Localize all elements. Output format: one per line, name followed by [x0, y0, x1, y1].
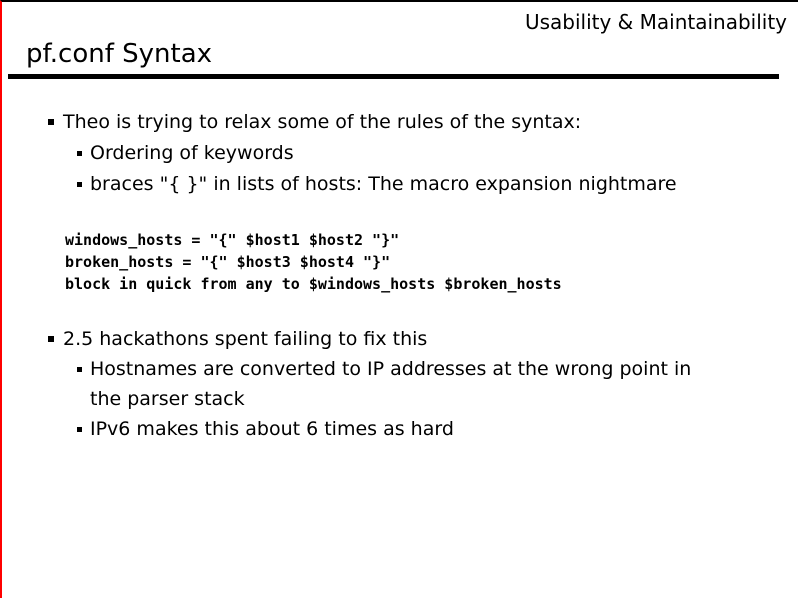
bullet-list-bottom — [2, 324, 798, 444]
list-item-text-line: the parser stack — [90, 388, 245, 410]
list-item — [2, 324, 798, 354]
bullet-square-icon — [48, 119, 54, 125]
list-item — [2, 354, 798, 414]
bullet-square-icon — [77, 182, 82, 187]
bullet-square-icon — [48, 336, 54, 342]
bullet-square-icon — [77, 151, 82, 156]
bullet-square-icon — [77, 367, 82, 372]
title-underline-rule — [8, 74, 779, 79]
list-item-text: Theo is trying to relax some of the rules of the syntax: — [63, 111, 582, 133]
list-item — [2, 107, 798, 138]
list-item — [2, 414, 798, 444]
list-item — [2, 169, 798, 200]
code-line: windows_hosts = "{" $host1 $host2 "}" — [65, 231, 400, 249]
list-item-text: 2.5 hackathons spent failing to fix this — [63, 328, 428, 350]
bullet-square-icon — [77, 427, 82, 432]
bullet-list-top — [2, 107, 798, 200]
list-item-text: Ordering of keywords — [90, 142, 294, 164]
list-item — [2, 138, 798, 169]
page-title: pf.conf Syntax — [26, 39, 213, 69]
slide-header-label: Usability & Maintainability — [524, 10, 787, 34]
list-item-text: braces "{ }" in lists of hosts: The macro expansion nightmare — [90, 173, 677, 195]
code-line: block in quick from any to $windows_hosts $broken_hosts — [65, 275, 562, 293]
list-item-text-line: Hostnames are converted to IP addresses at the wrong point in — [90, 358, 692, 380]
list-item-text — [90, 354, 691, 414]
code-block — [65, 229, 562, 295]
list-item-text: IPv6 makes this about 6 times as hard — [90, 418, 454, 440]
code-line: broken_hosts = "{" $host3 $host4 "}" — [65, 253, 391, 271]
